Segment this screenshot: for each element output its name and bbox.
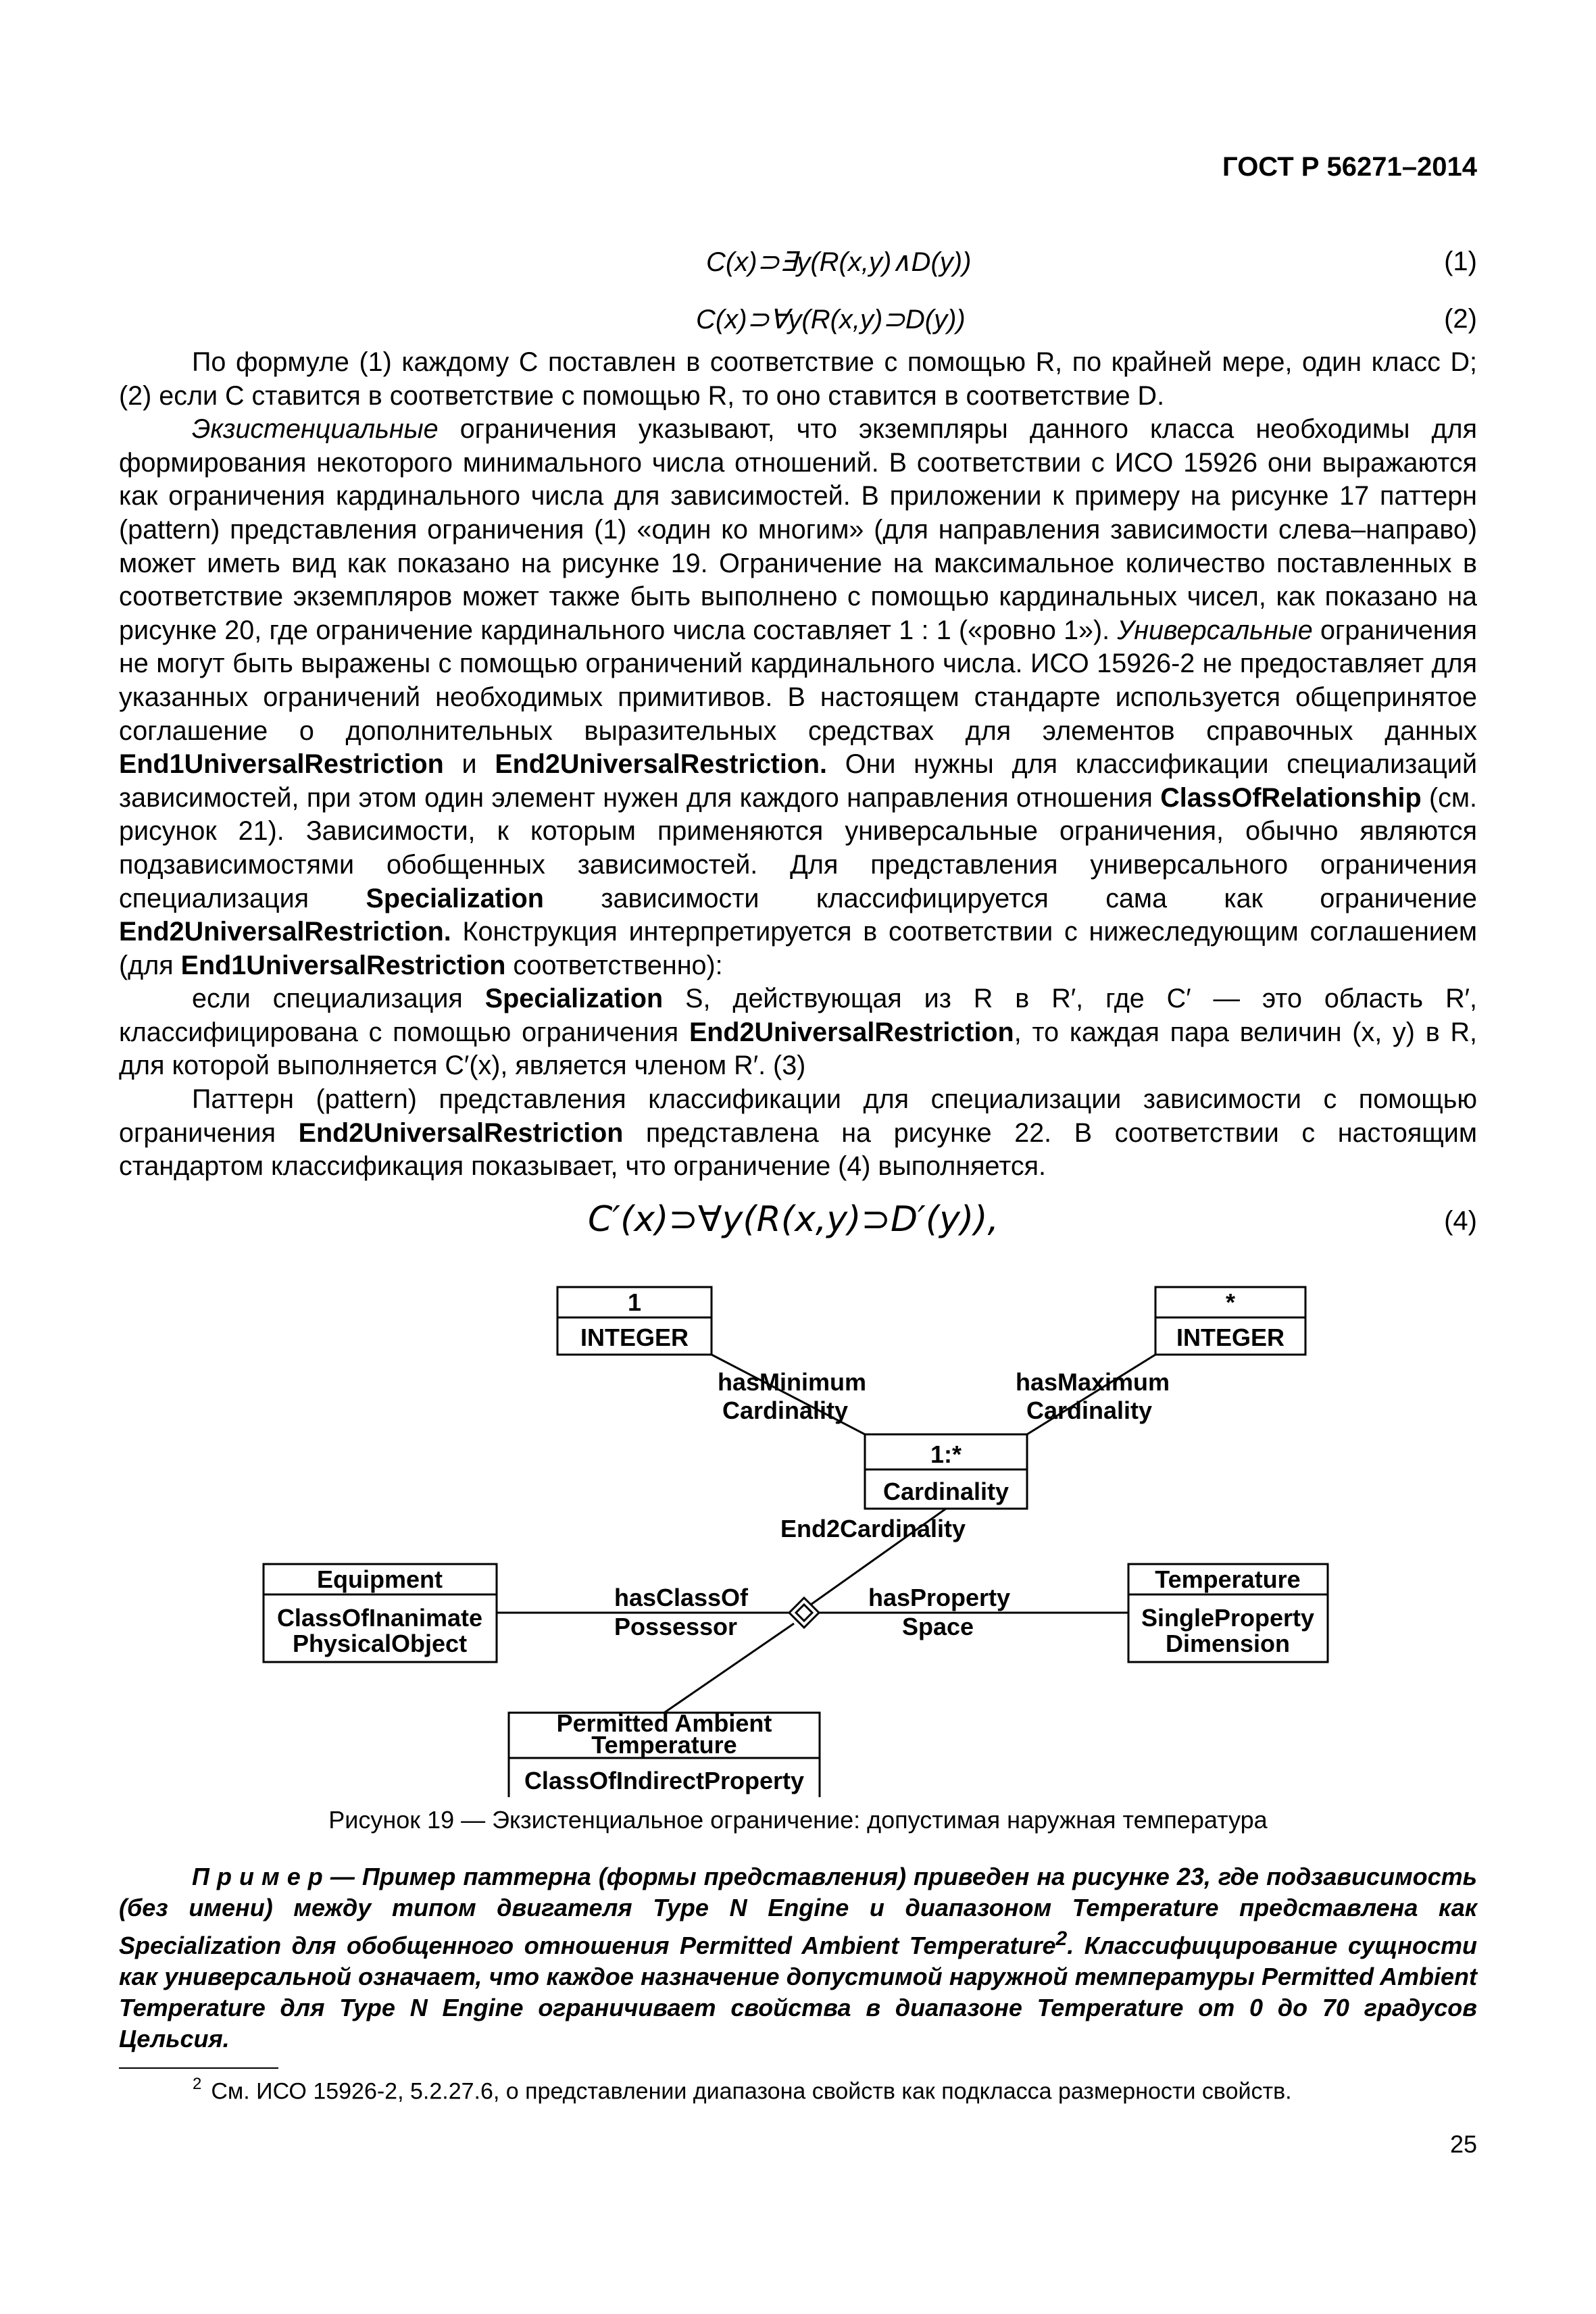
cardinality-top: 1:*: [930, 1440, 962, 1468]
label-has-property: hasProperty: [868, 1584, 1011, 1611]
label-has-minimum: hasMinimum: [717, 1368, 867, 1396]
permitted-top-1: Permitted Ambient: [556, 1709, 772, 1737]
formula-1-expr: C(x)⊃∃y(R(x,y)∧D(y)): [706, 247, 972, 277]
equipment-bottom-2: PhysicalObject: [292, 1630, 468, 1657]
document-code: ГОСТ Р 56271–2014: [1222, 152, 1477, 182]
temperature-top: Temperature: [1155, 1565, 1301, 1593]
box-min-bottom: INTEGER: [580, 1324, 689, 1351]
equipment-top: Equipment: [317, 1565, 443, 1593]
paragraph-2: Экзистенциальные ограничения указывают, что экземпляры данного класса необходимы для формирования некоторого минимального числа отношений. В соответствии с ИСО 15926 они выражаются как ограничения кардинального числа для зависимостей. В приложении к примеру на рисунке 17 паттерн (pattern) представления ограничения (1) «один ко многим» (для направления зависимости слева–направо) может иметь вид как показано на рисунке 19. Ограничение на максимальное количество поставленных в соответствие экземпляров может также быть выполнено с помощью кардинальных чисел, как показано на рисунке 20, где ограничение кардинального числа составляет 1 : 1 («ровно 1»). Универсальные ограничения не могут быть выражены с помощью ограничений кардинального числа. ИСО 15926-2 не предоставляет для указанных ограничений необходимых примитивов. В настоящем стандарте используется общепринятое соглашение о дополнительных выразительных средствах для элементов справочных данных End1UniversalRestriction и End2UniversalRestriction. Они нужны для классификации специализаций зависимостей, при этом один элемент нужен для каждого направления отношения ClassOfRelationship (см. рисунок 21). Зависимости, к которым применяются универсальные ограничения, обычно являются подзависимостями обобщенных зависимостей. Для представления универсального ограничения специализация Specialization зависимости классифицируется сама как ограничение End2UniversalRestriction. Конструкция интерпретируется в соответствии с нижеследующим соглашением (для End1UniversalRestriction соответственно):: [119, 414, 1478, 980]
temperature-bottom-2: Dimension: [1165, 1630, 1291, 1657]
box-min-top: 1: [627, 1288, 642, 1316]
label-has-maximum: hasMaximum: [1015, 1368, 1170, 1396]
label-has-minimum-cardinality: Cardinality: [722, 1397, 849, 1424]
formula-4-expr: C′(x)⊃∀y(R(x,y)⊃D′(y)),: [588, 1199, 999, 1240]
paragraph-1: По формуле (1) каждому C поставлен в соответствие с помощью R, по крайней мере, один класс D; (2) если C ставится в соответствие с помощью R, то оно ставится в соответствие D.: [119, 347, 1477, 411]
label-has-class-of: hasClassOf: [614, 1584, 749, 1611]
body-text: [119, 346, 1477, 1184]
cardinality-bottom: Cardinality: [882, 1478, 1009, 1505]
label-possessor: Possessor: [614, 1613, 738, 1640]
paragraph-3: если специализация Specialization S, действующая из R в R′, где C′ — это область R′, классифицирована с помощью ограничения End2UniversalRestriction, то каждая пара величин (x, y) в R, для которой выполняется C′(x), является членом R′. (3): [119, 984, 1477, 1081]
box-max-bottom: INTEGER: [1176, 1324, 1285, 1351]
equipment-bottom-1: ClassOfInanimate: [276, 1604, 483, 1632]
paragraph-4: Паттерн (pattern) представления классификации для специализации зависимости с помощью ограничения End2UniversalRestriction представлена на рисунке 22. В соответствии с настоящим стандартом классификация показывает, что ограничение (4) выполняется.: [119, 1084, 1477, 1182]
formula-4: [0, 1199, 1596, 1253]
formula-4-number: (4): [1444, 1206, 1477, 1236]
formula-2-number: (2): [1444, 304, 1477, 334]
label-end2-cardinality: End2Cardinality: [780, 1515, 966, 1542]
label-has-maximum-cardinality: Cardinality: [1026, 1397, 1153, 1424]
label-space: Space: [901, 1613, 974, 1640]
example-note: П р и м е р — Пример паттерна (формы представления) приведен на рисунке 23, где подзависимость (без имени) между типом двигателя Type N Engine и диапазоном Temperature представлена как Specialization для обобщенного отношения Permitted Ambient Temperature$^2$. Классифицирование сущности как универсальной означает, что каждое назначение допустимой наружной температуры Permitted Ambient Temperature для Type N Engine ограничивает свойства в диапазоне Temperature от 0 до 70 градусов Цельсия.: [119, 1863, 1477, 2053]
page-number: 25: [1449, 2130, 1477, 2158]
formula-2-expr: C(x)⊃∀y(R(x,y)⊃D(y)): [696, 305, 966, 334]
permitted-bottom: ClassOfIndirectProperty: [524, 1767, 805, 1794]
footnote: $^2$ См. ИСО 15926-2, 5.2.27.6, о представлении диапазона свойств как подкласса размерности свойств.: [193, 2075, 1292, 2105]
formula-1-number: (1): [1444, 247, 1477, 276]
permitted-top-2: Temperature: [591, 1731, 737, 1759]
box-max-top: *: [1225, 1288, 1236, 1316]
temperature-bottom-1: SingleProperty: [1141, 1604, 1315, 1632]
footnote-separator: [119, 2067, 278, 2069]
figure-caption: Рисунок 19 — Экзистенциальное ограничение: допустимая наружная температура: [328, 1806, 1268, 1834]
figure-19-diagram: [0, 1270, 1596, 1797]
